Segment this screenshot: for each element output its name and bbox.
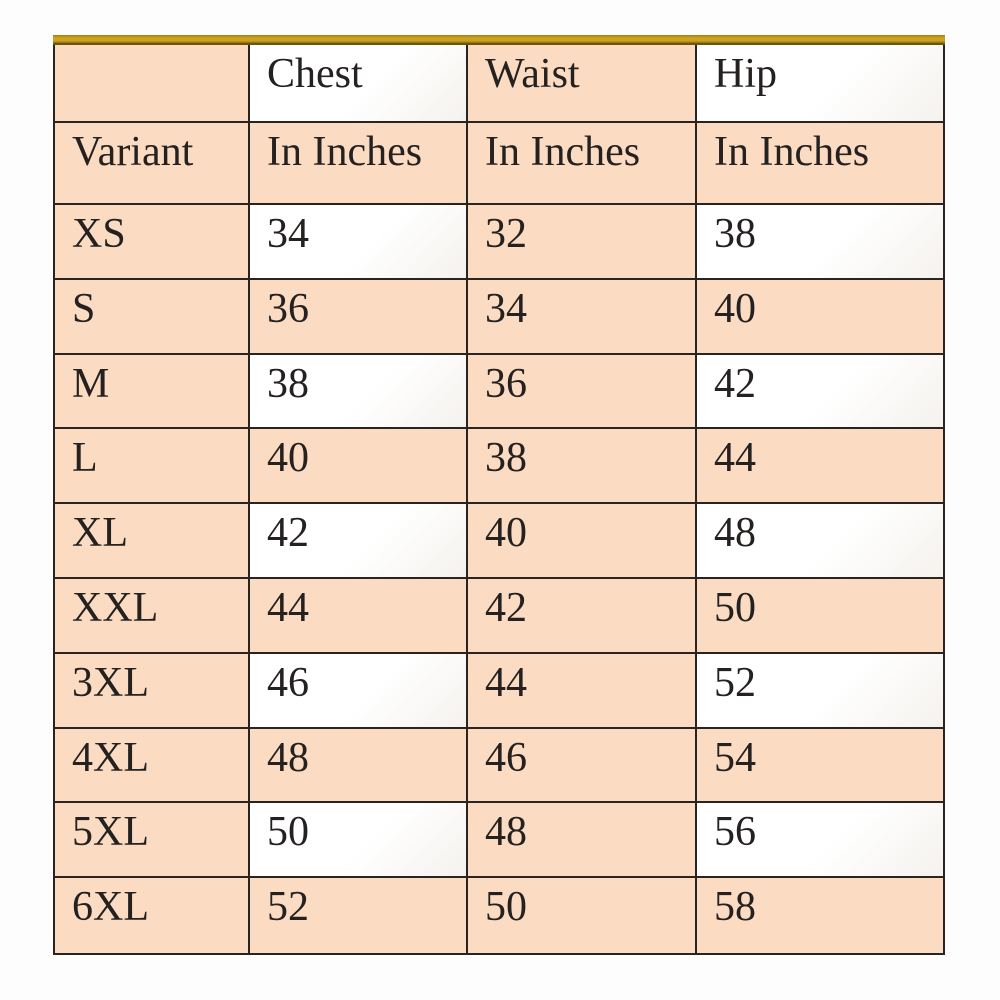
chest-value-cell: 50 <box>250 803 468 878</box>
size-chart <box>53 35 945 955</box>
hip-value-cell: 38 <box>697 205 943 280</box>
waist-value-cell: 40 <box>468 504 697 579</box>
header-hip-cell: Hip <box>697 45 943 123</box>
subheader-chest-unit-cell: In Inches <box>250 123 468 205</box>
variant-cell: 4XL <box>55 729 250 804</box>
chest-value-cell: 34 <box>250 205 468 280</box>
chest-value-cell: 48 <box>250 729 468 804</box>
variant-cell: XL <box>55 504 250 579</box>
hip-value-cell: 52 <box>697 654 943 729</box>
waist-value-cell: 50 <box>468 878 697 953</box>
hip-value-cell: 40 <box>697 280 943 355</box>
waist-value-cell: 34 <box>468 280 697 355</box>
table-top-accent-bar <box>53 35 945 45</box>
variant-cell: L <box>55 429 250 504</box>
chest-value-cell: 40 <box>250 429 468 504</box>
hip-value-cell: 56 <box>697 803 943 878</box>
variant-cell: 5XL <box>55 803 250 878</box>
subheader-hip-unit-cell: In Inches <box>697 123 943 205</box>
hip-value-cell: 48 <box>697 504 943 579</box>
header-chest-cell: Chest <box>250 45 468 123</box>
size-chart-table <box>53 45 945 955</box>
hip-value-cell: 50 <box>697 579 943 654</box>
chest-value-cell: 46 <box>250 654 468 729</box>
waist-value-cell: 44 <box>468 654 697 729</box>
variant-cell: 6XL <box>55 878 250 953</box>
header-blank-cell <box>55 45 250 123</box>
waist-value-cell: 38 <box>468 429 697 504</box>
variant-cell: XS <box>55 205 250 280</box>
waist-value-cell: 32 <box>468 205 697 280</box>
variant-cell: 3XL <box>55 654 250 729</box>
waist-value-cell: 48 <box>468 803 697 878</box>
subheader-variant-cell: Variant <box>55 123 250 205</box>
chest-value-cell: 36 <box>250 280 468 355</box>
waist-value-cell: 36 <box>468 355 697 430</box>
hip-value-cell: 44 <box>697 429 943 504</box>
variant-cell: M <box>55 355 250 430</box>
hip-value-cell: 42 <box>697 355 943 430</box>
chest-value-cell: 38 <box>250 355 468 430</box>
hip-value-cell: 58 <box>697 878 943 953</box>
variant-cell: S <box>55 280 250 355</box>
chest-value-cell: 52 <box>250 878 468 953</box>
waist-value-cell: 42 <box>468 579 697 654</box>
header-waist-cell: Waist <box>468 45 697 123</box>
waist-value-cell: 46 <box>468 729 697 804</box>
hip-value-cell: 54 <box>697 729 943 804</box>
variant-cell: XXL <box>55 579 250 654</box>
chest-value-cell: 42 <box>250 504 468 579</box>
chest-value-cell: 44 <box>250 579 468 654</box>
subheader-waist-unit-cell: In Inches <box>468 123 697 205</box>
